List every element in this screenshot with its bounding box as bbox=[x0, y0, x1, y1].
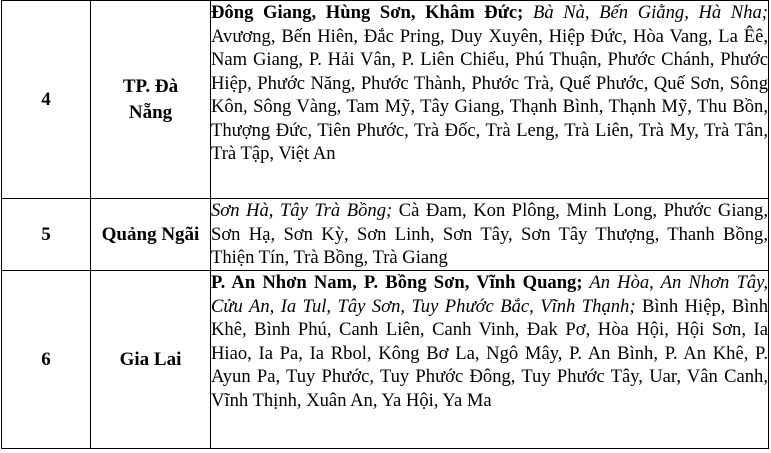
commune-list-bold: Đông Giang, Hùng Sơn, Khâm Đức; bbox=[211, 2, 524, 23]
commune-list-italic: An Hòa, An Nhơn Tây, Cửu An, Ia Tul, Tây Sơn, Tuy Phước Bắc, Vĩnh Thạnh; bbox=[211, 272, 768, 317]
commune-list-plain: Bình Hiệp, Bình Khê, Bình Phú, Canh Liên, Canh Vinh, Đak Pơ, Hòa Hội, Hội Sơn, Ia Hiao, Ia Pa, Ia Rbol, Kông Bơ La, Ngô Mây, P. An Bình, P. An Khê, P. Ayun Pa, Tuy Phước, Tuy Phước Đông, Tuy Phước Tây, Uar, Vân Canh, Vĩnh Thịnh, Xuân An, Ya Hội, Ya Ma bbox=[211, 295, 769, 411]
commune-list-italic: Bà Nà, Bến Giằng, Hà Nha; bbox=[523, 2, 768, 23]
province-name: Gia Lai bbox=[91, 271, 211, 449]
table-row bbox=[2, 199, 769, 271]
commune-list-plain: Avương, Bến Hiên, Đắc Pring, Duy Xuyên, Hiệp Đức, Hòa Vang, La Êê, Nam Giang, P. Hải Vân, P. Liên Chiểu, Phú Thuận, Phước Chánh, Phước Hiệp, Phước Năng, Phước Thành, Phước Trà, Quế Phước, Quế Sơn, Sông Kôn, Sông Vàng, Tam Mỹ, Tây Giang, Thạnh Bình, Thạnh Mỹ, Thu Bồn, Thượng Đức, Tiên Phước, Trà Đốc, Trà Leng, Trà Liên, Trà My, Trà Tân, Trà Tập, Việt An bbox=[211, 25, 768, 164]
commune-list-plain: Cà Đam, Kon Plông, Minh Long, Phước Giang, Sơn Hạ, Sơn Kỳ, Sơn Linh, Sơn Tây, Sơn Tây Thượng, Thanh Bồng, Thiện Tín, Trà Bồng, Trà Giang bbox=[211, 200, 768, 268]
province-name: Quảng Ngãi bbox=[91, 199, 211, 271]
province-name-line1: TP. Đà bbox=[122, 75, 179, 97]
table-row bbox=[2, 1, 769, 199]
row-number: 5 bbox=[2, 199, 91, 271]
commune-list-table bbox=[1, 0, 769, 449]
commune-list bbox=[211, 199, 769, 271]
row-number: 6 bbox=[2, 271, 91, 449]
commune-list bbox=[211, 271, 769, 449]
province-name bbox=[91, 1, 211, 199]
commune-list bbox=[211, 1, 769, 199]
commune-list-italic: Sơn Hà, Tây Trà Bồng; bbox=[211, 200, 393, 221]
table-row bbox=[2, 271, 769, 449]
province-name-line2: Nẵng bbox=[128, 101, 173, 123]
commune-list-bold: P. An Nhơn Nam, P. Bồng Sơn, Vĩnh Quang; bbox=[211, 272, 583, 293]
row-number: 4 bbox=[2, 1, 91, 199]
